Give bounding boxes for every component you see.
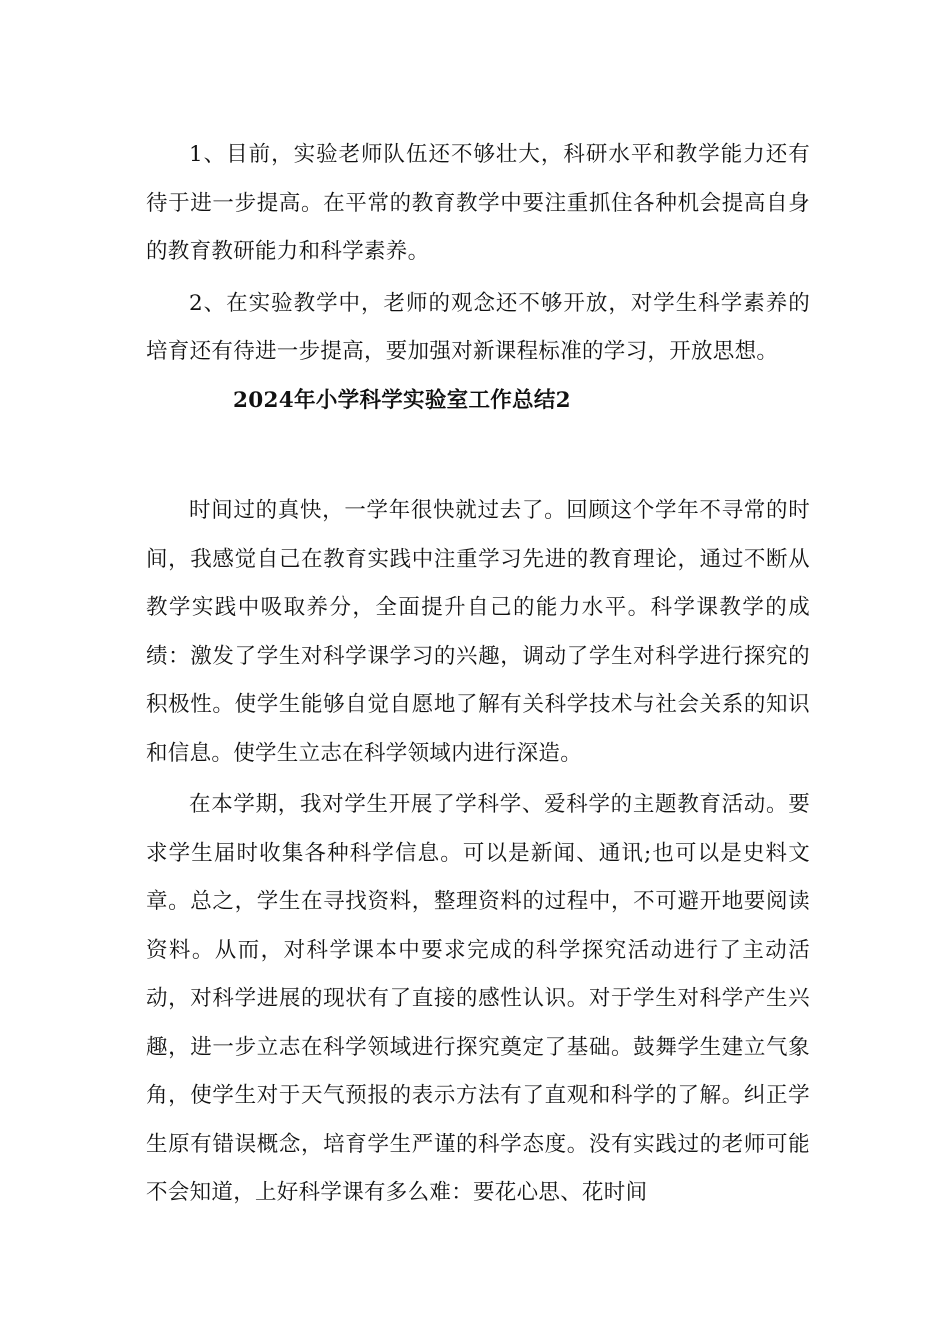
paragraph-item-1: 1、目前，实验老师队伍还不够壮大，科研水平和教学能力还有待于进一步提高。在平常的教育教学中要注重抓住各种机会提高自身的教育教研能力和科学素养。 [146, 142, 810, 264]
section-heading: 2024年小学科学实验室工作总结2 [233, 387, 571, 413]
paragraph-summary-2: 在本学期，我对学生开展了学科学、爱科学的主题教育活动。要求学生届时收集各种科学信息。可以是新闻、通讯;也可以是史料文章。总之，学生在寻找资料，整理资料的过程中，不可避开地要阅读资料。从而，对科学课本中要求完成的科学探究活动进行了主动活动，对科学进展的现状有了直接的感性认识。对于学生对科学产生兴趣，进一步立志在科学领域进行探究奠定了基础。鼓舞学生建立气象角，使学生对于天气预报的表示方法有了直观和科学的了解。纠正学生原有错误概念，培育学生严谨的科学态度。没有实践过的老师可能不会知道，上好科学课有多么难：要花心思、花时间 [146, 792, 810, 1205]
section-spacer [146, 425, 810, 487]
paragraph-summary-1: 时间过的真快，一学年很快就过去了。回顾这个学年不寻常的时间，我感觉自己在教育实践中注重学习先进的教育理论，通过不断从教学实践中吸取养分，全面提升自己的能力水平。科学课教学的成绩：激发了学生对科学课学习的兴趣，调动了学生对科学进行探究的积极性。使学生能够自觉自愿地了解有关科学技术与社会关系的知识和信息。使学生立志在科学领域内进行深造。 [146, 498, 810, 766]
paragraph-item-2: 2、在实验教学中，老师的观念还不够开放，对学生科学素养的培育还有待进一步提高，要加强对新课程标准的学习，开放思想。 [146, 290, 810, 364]
